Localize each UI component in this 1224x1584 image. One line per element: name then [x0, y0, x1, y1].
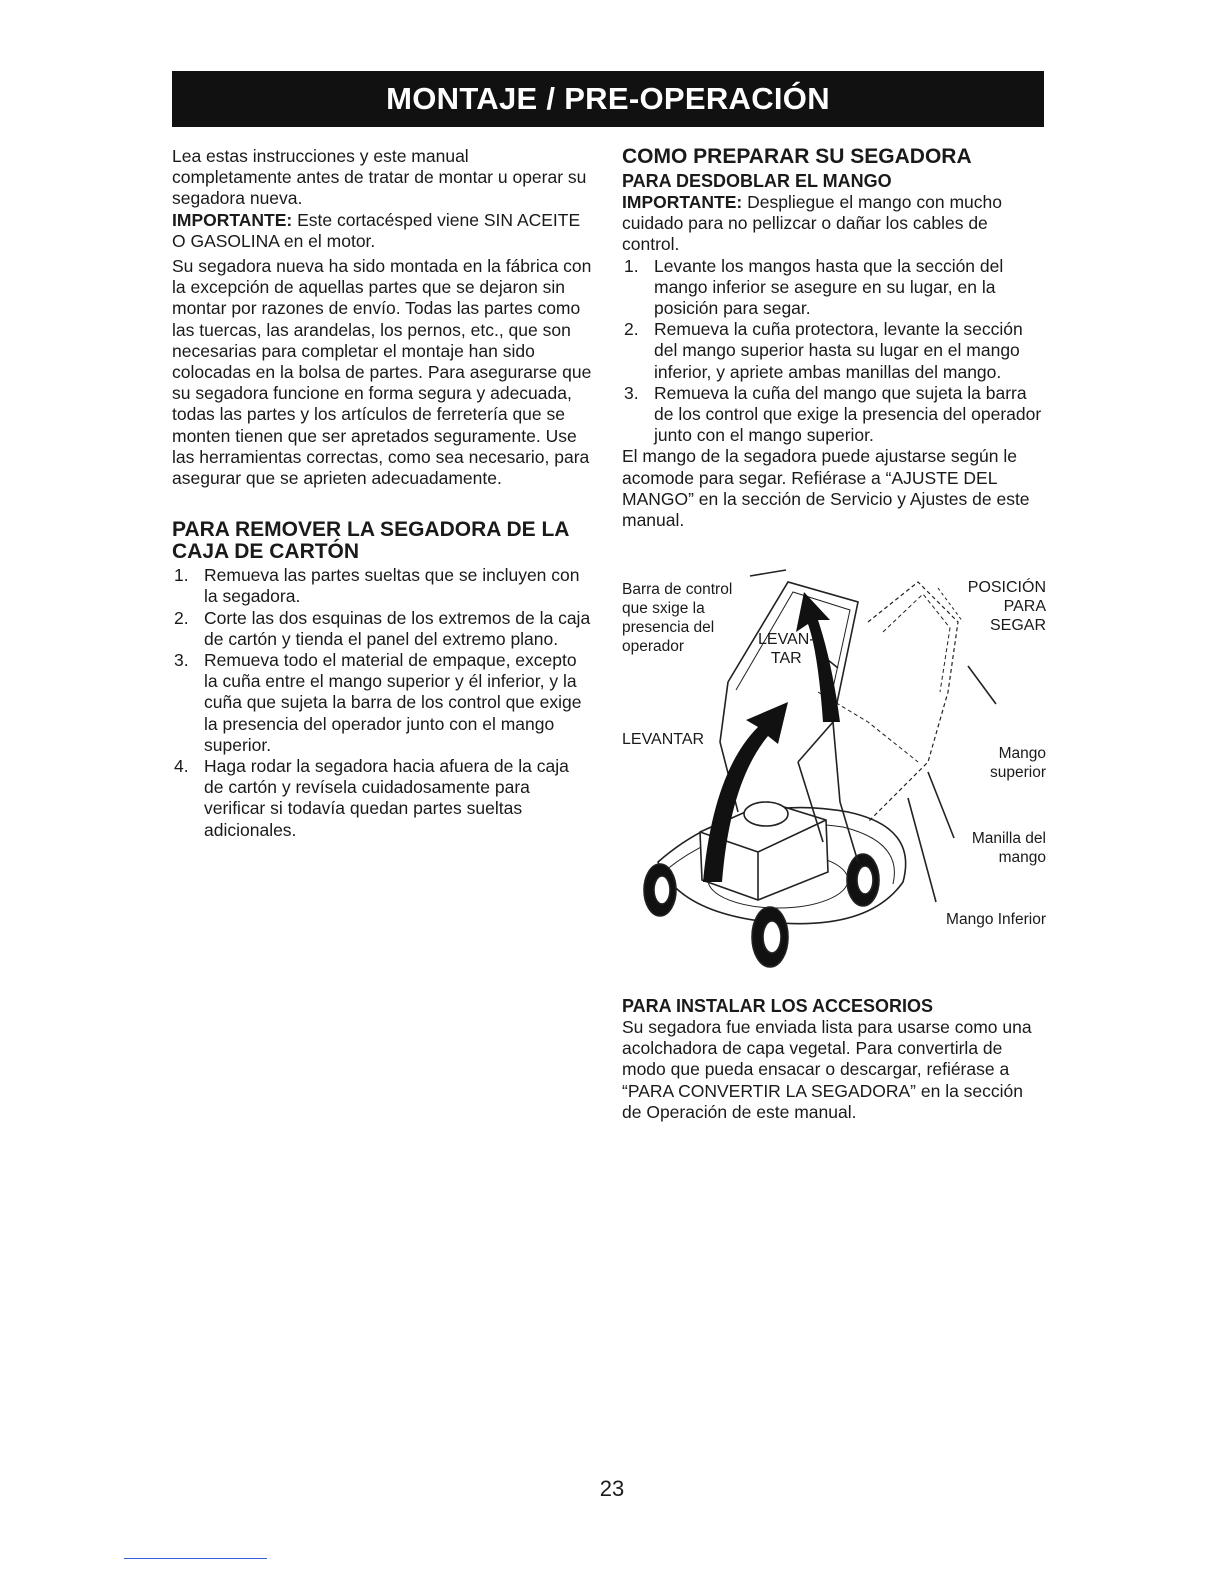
right-column	[622, 146, 1046, 531]
importante-paragraph	[172, 210, 592, 252]
desdoblar-steps	[622, 256, 1046, 447]
label-mango-inferior: Mango Inferior	[946, 911, 1046, 928]
desdoblar-step: 1. Levante los mangos hasta que la sección del mango inferior se asegure en su lugar, en la posición para segar.	[624, 255, 1004, 319]
left-column	[172, 146, 592, 841]
remover-step: 2. Corte las dos esquinas de los extremos de la caja de cartón y tienda el panel del extremo plano.	[174, 607, 591, 649]
page-number: 23	[599, 1476, 625, 1501]
preparar-heading: COMO PREPARAR SU SEGADORA	[622, 145, 972, 168]
importante-label: IMPORTANTE:	[172, 209, 293, 230]
importante-text: Este cortacésped viene SIN ACEITE O GASOLINA en el motor.	[172, 209, 581, 251]
label-manilla-mango: Manilla del mango	[971, 830, 1046, 866]
page-title: MONTAJE / PRE-OPERACIÓN	[386, 81, 830, 116]
intro-paragraph: Lea estas instrucciones y este manual completamente antes de tratar de montar u operar su segadora nueva.	[172, 146, 587, 209]
accesorios-heading: PARA INSTALAR LOS ACCESORIOS	[622, 996, 934, 1016]
remover-step: 1. Remueva las partes sueltas que se incluyen con la segadora.	[174, 565, 580, 607]
ajuste-paragraph: El mango de la segadora puede ajustarse según le acomode para segar. Refiérase a “AJUSTE DEL MANGO” en la sección de Servicio y Ajustes de este manual.	[622, 446, 1030, 531]
accesorios-paragraph: Su segadora fue enviada lista para usarse como una acolchadora de capa vegetal. Para convertirla de modo que pueda ensacar o descargar, refiérase a “PARA CONVERTIR LA SEGADORA” en la sección de Operación de este manual.	[622, 1017, 1032, 1122]
accesorios-section	[622, 996, 1046, 1123]
label-levantar: LEVANTAR	[622, 731, 705, 748]
label-barra-control: Barra de control que sxige la presencia del operador	[622, 581, 733, 655]
section-banner	[172, 71, 1044, 127]
lawnmower-figure	[618, 562, 1048, 976]
importante-text-right: Despliegue el mango con mucho cuidado para no pellizcar o dañar los cables de control.	[622, 192, 1002, 255]
label-levan-tar: LEVAN- TAR	[758, 631, 815, 667]
desdoblar-step: 2. Remueva la cuña protectora, levante la sección del mango superior hasta su lugar en el mango inferior, y apriete ambas manillas del mango.	[624, 319, 1023, 382]
body-paragraph: Su segadora nueva ha sido montada en la fábrica con la excepción de aquellas partes que se dejaron sin montar por razones de envío. Todas las partes como las tuercas, las arandelas, los pernos, etc., que son necesarias para completar el montaje han sido colocadas en la bolsa de partes. Para asegurarse que su segadora funcione en forma segura y adecuada, todas las partes y los artículos de ferretería que se monten tienen que ser apretados seguramente. Use las herramientas correctas, como sea necesario, para asegurar que se aprieten adecuadamente.	[172, 256, 592, 489]
importante-paragraph-right	[622, 192, 1046, 256]
importante-label-right: IMPORTANTE:	[622, 192, 743, 212]
remover-steps	[172, 565, 592, 841]
remover-heading: PARA REMOVER LA SEGADORA DE LA CAJA DE CARTÓN	[172, 518, 569, 564]
label-mango-superior: Mango superior	[990, 745, 1046, 781]
desdoblar-step: 3. Remueva la cuña del mango que sujeta la barra de los control que exige la presencia del operador junto con el mango superior.	[624, 382, 1042, 446]
label-posicion-segar: POSICIÓN PARA SEGAR	[967, 579, 1046, 634]
footer-rule	[124, 1558, 267, 1559]
desdoblar-heading: PARA DESDOBLAR EL MANGO	[622, 171, 892, 191]
remover-step: 4. Haga rodar la segadora hacia afuera de la caja de cartón y revísela cuidadosamente para verificar si todavía quedan partes sueltas adicionales.	[174, 756, 569, 840]
remover-step: 3. Remueva todo el material de empaque, excepto la cuña entre el mango superior y él inferior, y la cuña que sujeta la barra de los control que exige la presencia del operador junto con el mango superior.	[174, 650, 582, 755]
